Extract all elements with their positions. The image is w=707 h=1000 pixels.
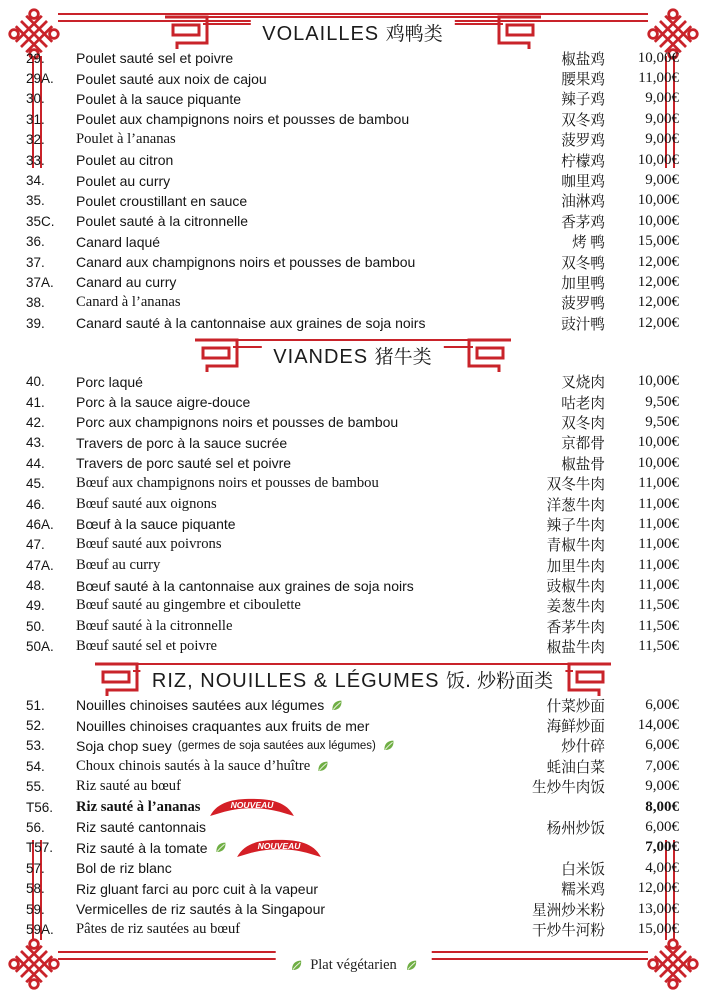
item-name-zh: 姜葱牛肉: [546, 599, 605, 616]
item-price: 13,00€: [637, 900, 679, 917]
item-price: 9,00€: [645, 778, 679, 795]
menu-item-row: [26, 109, 679, 129]
item-number: 34.: [26, 173, 45, 189]
item-price: 6,00€: [645, 818, 679, 835]
leaf-icon: [330, 699, 343, 712]
item-number: 47.: [26, 537, 45, 553]
item-name: Canard à l’ananas: [76, 294, 181, 311]
item-name-zh: 双冬鸭: [561, 255, 605, 272]
item-name-zh: 柠檬鸡: [561, 153, 605, 170]
section-header: [93, 657, 613, 695]
item-name: Poulet à la sauce piquante: [76, 90, 242, 107]
menu-item-row: [26, 616, 679, 636]
item-name-zh: 加里牛肉: [546, 558, 605, 575]
item-price: 11,00€: [638, 556, 679, 573]
menu-item-row: [26, 575, 679, 595]
menu-item-row: [26, 89, 679, 109]
item-number: 50.: [26, 618, 45, 634]
item-name-zh: 豉汁鸭: [561, 316, 605, 333]
item-name: Bœuf sauté à la cantonnaise aux graines de soja noirs: [76, 577, 414, 594]
menu-item-row: [26, 68, 679, 88]
item-price: 11,00€: [638, 536, 679, 553]
item-price: 11,00€: [638, 577, 679, 594]
leaf-icon: [214, 841, 227, 854]
item-price: 10,00€: [637, 212, 679, 229]
item-name-zh: 油淋鸡: [561, 194, 605, 211]
item-number: 59A.: [26, 921, 54, 937]
item-price: 11,00€: [638, 475, 679, 492]
leaf-icon: [289, 959, 302, 972]
menu-item-row: [26, 756, 679, 776]
item-name: Choux chinois sautés à la sauce d’huître: [76, 758, 465, 775]
item-price: 15,00€: [637, 233, 679, 250]
menu-item-row: [26, 313, 679, 333]
item-price: 10,00€: [637, 49, 679, 66]
item-name: Riz sauté à l’ananas NOUVEAU: [76, 797, 465, 817]
item-name-zh: 青椒牛肉: [546, 538, 605, 555]
item-name-zh: 什菜炒面: [546, 698, 605, 715]
item-price: 10,00€: [637, 373, 679, 390]
menu-item-row: [26, 596, 679, 616]
item-name-zh: 咕老肉: [561, 395, 605, 412]
item-name: Poulet à l’ananas: [76, 131, 176, 148]
item-price: 7,00€: [645, 757, 679, 774]
item-name-zh: 杨州炒饭: [546, 820, 605, 837]
item-name: Poulet croustillant en sauce: [76, 192, 248, 209]
item-number: 39.: [26, 315, 45, 331]
menu-item-row: [26, 637, 679, 657]
item-number: 29.: [26, 50, 45, 66]
menu-item-row: [26, 858, 679, 878]
item-name-zh: 洋葱牛肉: [546, 497, 605, 514]
item-number: 46.: [26, 496, 45, 512]
item-name-zh: 双冬牛肉: [546, 477, 605, 494]
menu-item-row: [26, 838, 679, 858]
item-number: 40.: [26, 374, 45, 390]
menu-item-row: [26, 130, 679, 150]
item-number: 36.: [26, 234, 45, 250]
item-name-zh: 干炒牛河粉: [532, 922, 605, 939]
menu-item-row: [26, 555, 679, 575]
item-number: 35.: [26, 193, 45, 209]
header-scroll-ornament: [497, 10, 543, 50]
item-name: Soja chop suey (germes de soja sautées aux légumes): [76, 738, 465, 754]
section-title: [140, 666, 565, 693]
item-name: Porc laqué: [76, 373, 143, 390]
item-name: Canard sauté à la cantonnaise aux graines de soja noirs: [76, 315, 426, 332]
item-price: 4,00€: [645, 859, 679, 876]
menu-item-row: [26, 453, 679, 473]
section-title: [250, 19, 454, 46]
item-name-zh: 星洲炒米粉: [532, 902, 605, 919]
item-name: Bœuf aux champignons noirs et pousses de bambou: [76, 475, 379, 492]
menu-item-row: [26, 817, 679, 837]
item-name-zh: 腰果鸡: [561, 72, 605, 89]
item-price: 12,00€: [637, 314, 679, 331]
menu-item-row: [26, 272, 679, 292]
item-name-zh: 京都骨: [561, 436, 605, 453]
item-name: Riz gluant farci au porc cuit à la vapeur: [76, 880, 319, 897]
item-number: 53.: [26, 738, 45, 754]
item-name: Travers de porc sauté sel et poivre: [76, 455, 292, 472]
item-name-zh: 双冬肉: [561, 415, 605, 432]
item-number: 35C.: [26, 213, 55, 229]
menu-item-row: [26, 919, 679, 939]
item-number: T57.: [26, 840, 54, 856]
section-title-fr: VIANDES: [273, 346, 369, 369]
item-name-zh: 椒盐鸡: [561, 51, 605, 68]
item-name-zh: 生炒牛肉饭: [532, 780, 605, 797]
chinese-knot-icon: [647, 938, 699, 990]
item-price: 11,00€: [638, 515, 679, 532]
item-price: 11,50€: [638, 597, 679, 614]
item-name-zh: 烤 鸭: [572, 235, 605, 252]
item-price: 8,00€: [645, 798, 679, 815]
nouveau-badge: [208, 797, 296, 817]
menu-item-row: [26, 878, 679, 898]
item-price: 10,00€: [637, 151, 679, 168]
item-name-zh: 香茅鸡: [561, 214, 605, 231]
menu-item-row: [26, 392, 679, 412]
item-number: 38.: [26, 295, 45, 311]
menu-item-row: [26, 191, 679, 211]
section-title-zh: 鸡鸭类: [385, 23, 443, 45]
menu-content: [26, 10, 679, 940]
item-number: 57.: [26, 860, 45, 876]
svg-text:NOUVEAU: NOUVEAU: [257, 840, 300, 851]
item-number: 42.: [26, 414, 45, 430]
item-name: Bœuf au curry: [76, 556, 161, 573]
item-price: 9,00€: [645, 90, 679, 107]
item-name-zh: 叉烧肉: [561, 375, 605, 392]
section-title-zh: 饭. 炒粉面类: [445, 669, 554, 692]
item-number: 58.: [26, 881, 45, 897]
vegetarian-legend: [275, 948, 432, 982]
item-name: Riz sauté au bœuf: [76, 778, 181, 795]
vegetarian-legend-label: Plat végétarien: [310, 956, 397, 973]
item-name: Nouilles chinoises craquantes aux fruits de mer: [76, 717, 370, 734]
item-name: Poulet au citron: [76, 152, 174, 169]
item-price: 12,00€: [637, 253, 679, 270]
leaf-icon: [405, 959, 418, 972]
section-title-fr: VOLAILLES: [262, 23, 380, 45]
section-title-zh: 猪牛类: [374, 346, 432, 369]
leaf-icon: [316, 760, 329, 773]
menu-item-row: [26, 170, 679, 190]
item-number: 37.: [26, 254, 45, 270]
menu-item-row: [26, 535, 679, 555]
item-number: 31.: [26, 111, 45, 127]
section-title: [261, 342, 443, 369]
section-header: [163, 10, 543, 48]
item-price: 9,00€: [645, 110, 679, 127]
menu-item-row: [26, 48, 679, 68]
item-price: 10,00€: [637, 192, 679, 209]
menu-item-row: [26, 433, 679, 453]
menu-item-row: [26, 715, 679, 735]
item-name-zh: 辣子鸡: [561, 92, 605, 109]
item-name-zh: 香茅牛肉: [546, 619, 605, 636]
item-name-zh: 椒盐骨: [561, 456, 605, 473]
item-price: 10,00€: [637, 434, 679, 451]
menu-item-row: [26, 494, 679, 514]
item-number: 50A.: [26, 639, 54, 655]
item-price: 6,00€: [645, 696, 679, 713]
menu-item-row: [26, 797, 679, 817]
item-name: Bœuf sauté à la citronnelle: [76, 617, 233, 634]
menu-item-row: [26, 150, 679, 170]
item-name: Pâtes de riz sautées au bœuf: [76, 920, 241, 937]
item-name: Porc aux champignons noirs et pousses de bambou: [76, 414, 399, 431]
menu-item-row: [26, 899, 679, 919]
item-name: Poulet sauté sel et poivre: [76, 50, 234, 67]
section-header: [193, 333, 513, 371]
item-name: Canard au curry: [76, 274, 177, 291]
item-name-zh: 蚝油白菜: [546, 759, 605, 776]
item-price: 11,00€: [638, 495, 679, 512]
item-name-zh: 豉椒牛肉: [546, 579, 605, 596]
chinese-knot-icon: [8, 938, 60, 990]
item-name: Riz sauté à la tomate NOUVEAU: [76, 838, 465, 858]
item-number: 37A.: [26, 274, 54, 290]
item-name: Bœuf sauté aux oignons: [76, 495, 217, 512]
item-number: 48.: [26, 578, 45, 594]
item-name: Poulet sauté aux noix de cajou: [76, 70, 267, 87]
item-number: 44.: [26, 455, 45, 471]
item-note: (germes de soja sautées aux légumes): [177, 739, 376, 752]
item-name: Bœuf sauté sel et poivre: [76, 638, 218, 655]
item-number: 45.: [26, 476, 45, 492]
item-number: 46A.: [26, 516, 54, 532]
item-price: 9,00€: [645, 131, 679, 148]
item-name-zh: 炒什碎: [561, 739, 605, 756]
menu-item-row: [26, 514, 679, 534]
item-name: Bœuf sauté aux poivrons: [76, 536, 222, 553]
item-name: Poulet aux champignons noirs et pousses de bambou: [76, 111, 410, 128]
menu-item-row: [26, 293, 679, 313]
item-name-zh: 辣子牛肉: [546, 517, 605, 534]
item-number: 56.: [26, 819, 45, 835]
item-name: Vermicelles de riz sautés à la Singapour: [76, 901, 326, 918]
item-name: Nouilles chinoises sautées aux légumes: [76, 697, 465, 713]
item-price: 9,50€: [645, 413, 679, 430]
item-number: 41.: [26, 394, 45, 410]
item-price: 10,00€: [637, 454, 679, 471]
item-name-zh: 糯米鸡: [561, 882, 605, 899]
item-name: Bœuf sauté au gingembre et ciboulette: [76, 597, 301, 614]
header-scroll-ornament: [467, 333, 513, 373]
item-name-zh: 白米饭: [561, 861, 605, 878]
item-name: Travers de porc à la sauce sucrée: [76, 434, 288, 451]
item-name-zh: 菠罗鸡: [561, 133, 605, 150]
item-price: 9,50€: [645, 393, 679, 410]
item-number: T56.: [26, 799, 54, 815]
item-name: Riz sauté cantonnais: [76, 819, 206, 836]
item-name: Poulet sauté à la citronnelle: [76, 213, 248, 230]
item-number: 49.: [26, 598, 45, 614]
item-name-zh: 双冬鸡: [561, 112, 605, 129]
header-scroll-ornament: [567, 657, 613, 697]
item-name-zh: 加里鸭: [561, 276, 605, 292]
menu-item-row: [26, 412, 679, 432]
item-name: Canard laqué: [76, 233, 161, 250]
section-title-fr: RIZ, NOUILLES & LÉGUMES: [151, 669, 440, 692]
item-name: Poulet au curry: [76, 172, 171, 189]
item-price: 12,00€: [637, 880, 679, 897]
menu-item-row: [26, 777, 679, 797]
item-name: Porc à la sauce aigre-douce: [76, 394, 251, 411]
item-price: 11,50€: [638, 638, 679, 655]
item-name: Canard aux champignons noirs et pousses de bambou: [76, 254, 416, 271]
item-number: 30.: [26, 91, 45, 107]
menu-item-row: [26, 211, 679, 231]
leaf-icon: [382, 739, 395, 752]
item-name-zh: 海鲜炒面: [546, 719, 605, 736]
item-price: 6,00€: [645, 737, 679, 754]
item-number: 59.: [26, 901, 45, 917]
menu-item-row: [26, 473, 679, 493]
menu-item-row: [26, 371, 679, 391]
item-number: 33.: [26, 152, 45, 168]
menu-item-row: [26, 736, 679, 756]
item-number: 54.: [26, 758, 45, 774]
item-price: 12,00€: [637, 273, 679, 290]
item-number: 32.: [26, 132, 45, 148]
item-number: 52.: [26, 718, 45, 734]
item-number: 51.: [26, 697, 45, 713]
menu-item-row: [26, 252, 679, 272]
item-price: 15,00€: [637, 920, 679, 937]
item-name: Bol de riz blanc: [76, 860, 172, 877]
menu-item-row: [26, 232, 679, 252]
nouveau-badge: [235, 838, 323, 858]
item-price: 7,00€: [645, 839, 679, 856]
item-name-zh: 咖里鸡: [561, 174, 605, 191]
svg-text:NOUVEAU: NOUVEAU: [231, 800, 274, 811]
item-price: 11,50€: [638, 617, 679, 634]
item-name: Bœuf à la sauce piquante: [76, 516, 236, 533]
item-number: 29A.: [26, 71, 54, 87]
item-number: 55.: [26, 779, 45, 795]
item-number: 43.: [26, 435, 45, 451]
item-price: 14,00€: [637, 717, 679, 734]
item-name-zh: 椒盐牛肉: [546, 640, 605, 657]
item-price: 11,00€: [638, 70, 679, 87]
menu-item-row: [26, 695, 679, 715]
item-name-zh: 菠罗鸭: [561, 296, 605, 313]
item-price: 9,00€: [645, 172, 679, 189]
item-number: 47A.: [26, 557, 54, 573]
item-price: 12,00€: [637, 294, 679, 311]
